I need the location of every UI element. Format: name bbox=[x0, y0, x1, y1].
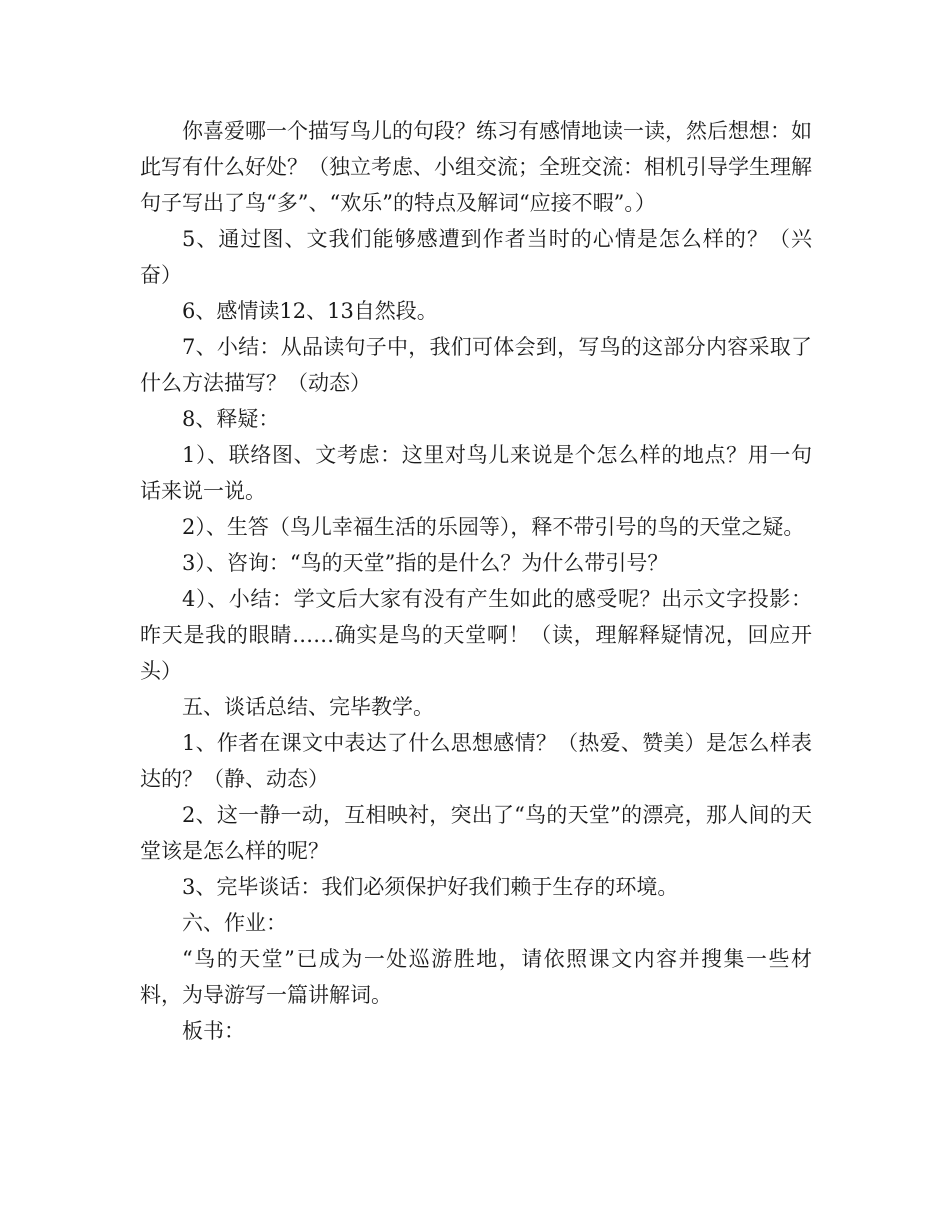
section-heading-homework: 六、作业： bbox=[182, 911, 287, 935]
paragraph-summary-3: 3、完毕谈话：我们必须保护好我们赖于生存的环境。 bbox=[182, 875, 679, 899]
paragraph-substep-4: 4）、小结：学文后大家有没有产生如此的感受呢？出示文字投影：昨天是我的眼睛……确实是鸟的天堂啊！（读，理解释疑情况，回应开头） bbox=[140, 587, 812, 683]
section-heading-summary: 五、谈话总结、完毕教学。 bbox=[182, 695, 434, 719]
paragraph-bird-passage-question: 你喜爱哪一个描写鸟儿的句段？练习有感情地读一读，然后想想：如此写有什么好处？（独立考虑、小组交流；全班交流：相机引导学生理解句子写出了鸟“多”、“欢乐”的特点及解词“应接不暇”。） bbox=[140, 119, 812, 215]
paragraph-substep-2: 2）、生答（鸟儿幸福生活的乐园等），释不带引号的鸟的天堂之疑。 bbox=[182, 515, 805, 539]
paragraph-substep-1: 1）、联络图、文考虑：这里对鸟儿来说是个怎么样的地点？用一句话来说一说。 bbox=[140, 443, 812, 503]
paragraph-substep-3: 3）、咨询：“鸟的天堂”指的是什么？为什么带引号？ bbox=[182, 551, 669, 575]
paragraph-blackboard: 板书： bbox=[182, 1019, 245, 1043]
paragraph-step-8: 8、释疑： bbox=[182, 407, 280, 431]
paragraph-summary-2: 2、这一静一动，互相映衬，突出了“鸟的天堂”的漂亮，那人间的天堂该是怎么样的呢？ bbox=[140, 803, 812, 863]
paragraph-step-5: 5、通过图、文我们能够感遭到作者当时的心情是怎么样的？（兴奋） bbox=[140, 227, 812, 287]
paragraph-summary-1: 1、作者在课文中表达了什么思想感情？（热爱、赞美）是怎么样表达的？（静、动态） bbox=[140, 731, 812, 791]
paragraph-step-7: 7、小结：从品读句子中，我们可体会到，写鸟的这部分内容采取了什么方法描写？（动态） bbox=[140, 335, 812, 395]
paragraph-step-6: 6、感情读12、13自然段。 bbox=[182, 299, 438, 323]
paragraph-homework: “鸟的天堂”已成为一处巡游胜地，请依照课文内容并搜集一些材料，为导游写一篇讲解词。 bbox=[140, 947, 812, 1007]
document-page bbox=[140, 113, 812, 1049]
